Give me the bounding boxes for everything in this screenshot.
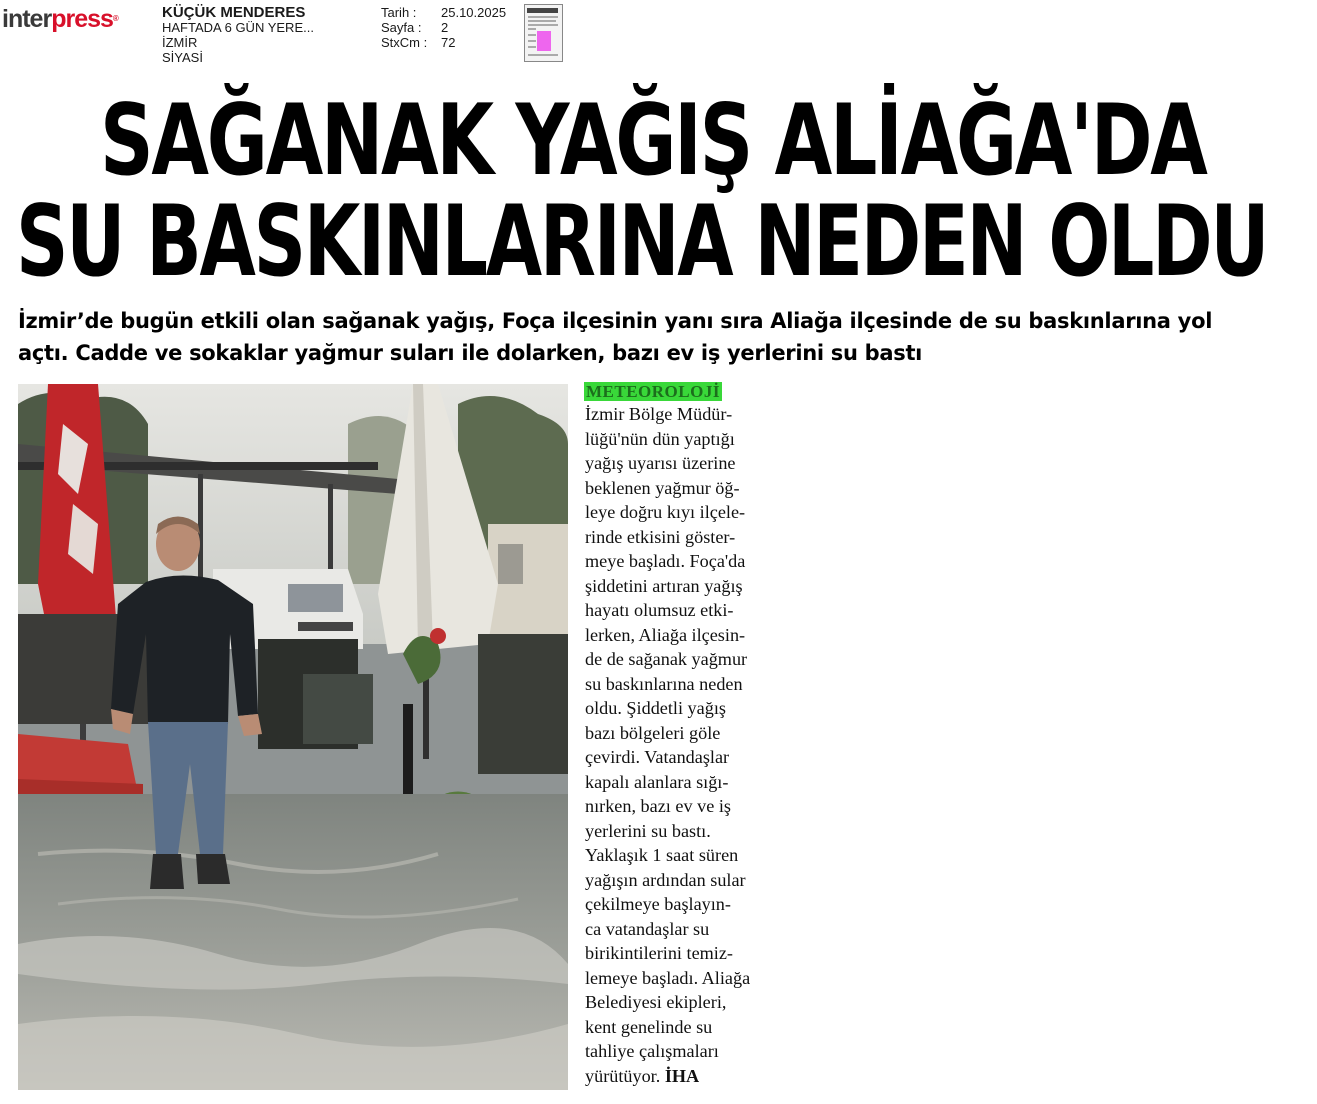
publication-category: SİYASİ bbox=[162, 50, 203, 65]
body-line: Belediyesi ekipleri, bbox=[585, 992, 727, 1012]
meta-row-stxcm: StxCm : 72 bbox=[381, 35, 456, 50]
body-line: lüğü'nün dün yaptığı bbox=[585, 428, 735, 449]
body-line: yağışın ardından sular bbox=[585, 869, 746, 890]
body-line: tahliye çalışmaları bbox=[585, 1041, 719, 1061]
interpress-logo: interpress® bbox=[2, 5, 118, 33]
body-line: leye doğru kıyı ilçele- bbox=[585, 502, 746, 522]
publication-city: İZMİR bbox=[162, 35, 198, 50]
body-line: Yaklaşık 1 saat süren bbox=[585, 845, 739, 865]
body-line: yürütüyor. İHA bbox=[585, 1065, 700, 1086]
body-line: hayatı olumsuz etki- bbox=[585, 600, 734, 620]
body-line: oldu. Şiddetli yağış bbox=[585, 698, 726, 718]
article-body bbox=[585, 402, 795, 1088]
body-line: rinde etkisini göster- bbox=[585, 526, 736, 547]
body-line: şiddetini artıran yağış bbox=[585, 575, 743, 596]
body-line: de de sağanak yağmur bbox=[585, 649, 748, 669]
body-line: bazı bölgeleri göle bbox=[585, 722, 721, 743]
body-line: yerlerini su bastı. bbox=[585, 820, 711, 841]
body-line: çekilmeye başlayın- bbox=[585, 894, 731, 914]
article-photo bbox=[18, 384, 568, 1090]
clip-meta bbox=[381, 5, 506, 50]
body-line: yağış uyarısı üzerine bbox=[585, 453, 736, 473]
body-line: İzmir Bölge Müdür- bbox=[585, 404, 733, 424]
body-line: beklenen yağmur öğ- bbox=[585, 477, 740, 498]
body-line: kapalı alanlara sığı- bbox=[585, 771, 729, 792]
body-line: birikintilerini temiz- bbox=[585, 943, 733, 963]
body-line: kent genelinde su bbox=[585, 1016, 713, 1037]
body-line: ca vatandaşlar su bbox=[585, 918, 710, 939]
body-line: meye başladı. Foça'da bbox=[585, 551, 746, 571]
body-line: su baskınlarına neden bbox=[585, 673, 743, 694]
publication-info bbox=[162, 5, 362, 65]
article-byline: İHA bbox=[664, 1065, 700, 1086]
article-spot: İzmir’de bugün etkili olan sağanak yağış, Foça ilçesinin yanı sıra Aliağa ilçesinde de su baskınlarına yol açtı. Cadde ve sokaklar yağmur suları ile dolarken, bazı ev iş yerlerini su bastı bbox=[18, 309, 1213, 365]
body-line: lerken, Aliağa ilçesin- bbox=[585, 624, 746, 645]
meta-row-date: Tarih : 25.10.2025 bbox=[381, 5, 507, 20]
headline-line-1: SAĞANAK YAĞIŞ ALİAĞA'DA bbox=[100, 84, 1206, 198]
publication-name: KÜÇÜK MENDERES bbox=[162, 4, 306, 21]
body-line: çevirdi. Vatandaşlar bbox=[585, 747, 730, 767]
body-line: nırken, bazı ev ve iş bbox=[585, 796, 731, 816]
meta-row-page: Sayfa : 2 bbox=[381, 20, 449, 35]
publication-frequency: HAFTADA 6 GÜN YERE... bbox=[162, 20, 314, 35]
headline-line-2: SU BASKINLARINA NEDEN OLDU bbox=[16, 185, 1268, 299]
article-kicker: METEOROLOJİ bbox=[586, 382, 720, 401]
page-thumbnail-icon[interactable] bbox=[524, 4, 563, 62]
body-line: lemeye başladı. Aliağa bbox=[585, 967, 751, 988]
